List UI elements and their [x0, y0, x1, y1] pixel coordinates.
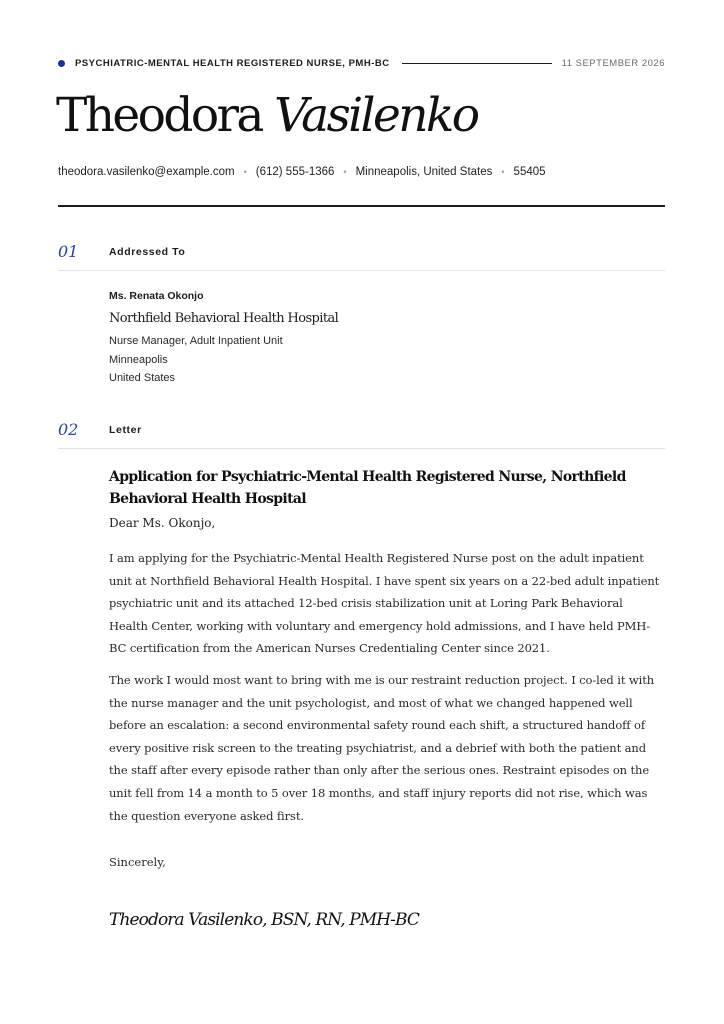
- header-date: 11 SEPTEMBER 2026: [561, 57, 665, 69]
- recipient-country: United States: [109, 372, 176, 384]
- section-addressed-to: [58, 243, 665, 265]
- contact-location: Minneapolis, United States: [355, 166, 493, 178]
- header-role: PSYCHIATRIC-MENTAL HEALTH REGISTERED NURSE, PMH-BC: [75, 57, 390, 69]
- applicant-first-name: Theodora: [56, 88, 262, 143]
- letter-paragraph: I am applying for the Psychiatric-Mental Health Registered Nurse post on the adult inpatient unit at Northfield Behavioral Health Hospital. I have spent six years on a 22-bed adult inpatient psychiatric unit and its attached 12-bed crisis stabilization unit at Loring Park Behavioral Health Center, working with voluntary and emergency hold admissions, and I have held PMH-BC certification from the American Nurses Credentialing Center since 2021.: [109, 551, 660, 656]
- letter-subject: Application for Psychiatric-Mental Health Registered Nurse, Northfield Behavioral Health Hospital: [109, 469, 626, 507]
- letter-body: [109, 466, 665, 932]
- section-label: Letter: [109, 424, 142, 436]
- section-letter: [58, 421, 665, 443]
- header-divider: [402, 63, 552, 64]
- section-divider: [58, 270, 665, 271]
- contact-separator: •: [243, 167, 247, 177]
- header-bottom-rule: [58, 205, 665, 207]
- letter-salutation: Dear Ms. Okonjo,: [109, 516, 216, 530]
- contact-phone[interactable]: (612) 555-1366: [255, 166, 335, 178]
- letter-closing: Sincerely,: [109, 855, 166, 870]
- recipient-block: [109, 289, 665, 388]
- recipient-title: Nurse Manager, Adult Inpatient Unit: [109, 335, 283, 347]
- section-divider: [58, 448, 665, 449]
- contact-line: [58, 166, 546, 178]
- contact-separator: •: [501, 167, 505, 177]
- section-label: Addressed To: [109, 246, 186, 258]
- header-meta-line: [58, 55, 665, 71]
- applicant-name: [56, 84, 477, 148]
- recipient-city: Minneapolis: [109, 353, 168, 366]
- bullet-dot-icon: [58, 60, 65, 67]
- section-number: 01: [58, 242, 79, 261]
- contact-postal: 55405: [513, 166, 546, 178]
- cover-letter-page: [58, 0, 665, 1024]
- contact-separator: •: [343, 167, 347, 177]
- contact-email[interactable]: theodora.vasilenko@example.com: [58, 166, 235, 178]
- letter-paragraph: The work I would most want to bring with me is our restraint reduction project. I co-led it with the nurse manager and the unit psychologist, and most of what we changed happened well before an escalation: a second environmental safety round each shift, a structured handoff of every positive risk screen to the treating psychiatrist, and a debrief with both the patient and the staff after every episode rather than only after the serious ones. Restraint episodes on the unit fell from 14 a month to 5 over 18 months, and staff injury reports did not rise, which was the question everyone asked first.: [109, 672, 655, 823]
- recipient-organization: Northfield Behavioral Health Hospital: [109, 311, 339, 326]
- letter-signature: Theodora Vasilenko, BSN, RN, PMH-BC: [109, 910, 420, 931]
- section-number: 02: [58, 420, 79, 439]
- applicant-last-name: Vasilenko: [274, 88, 478, 143]
- recipient-name: Ms. Renata Okonjo: [109, 290, 204, 302]
